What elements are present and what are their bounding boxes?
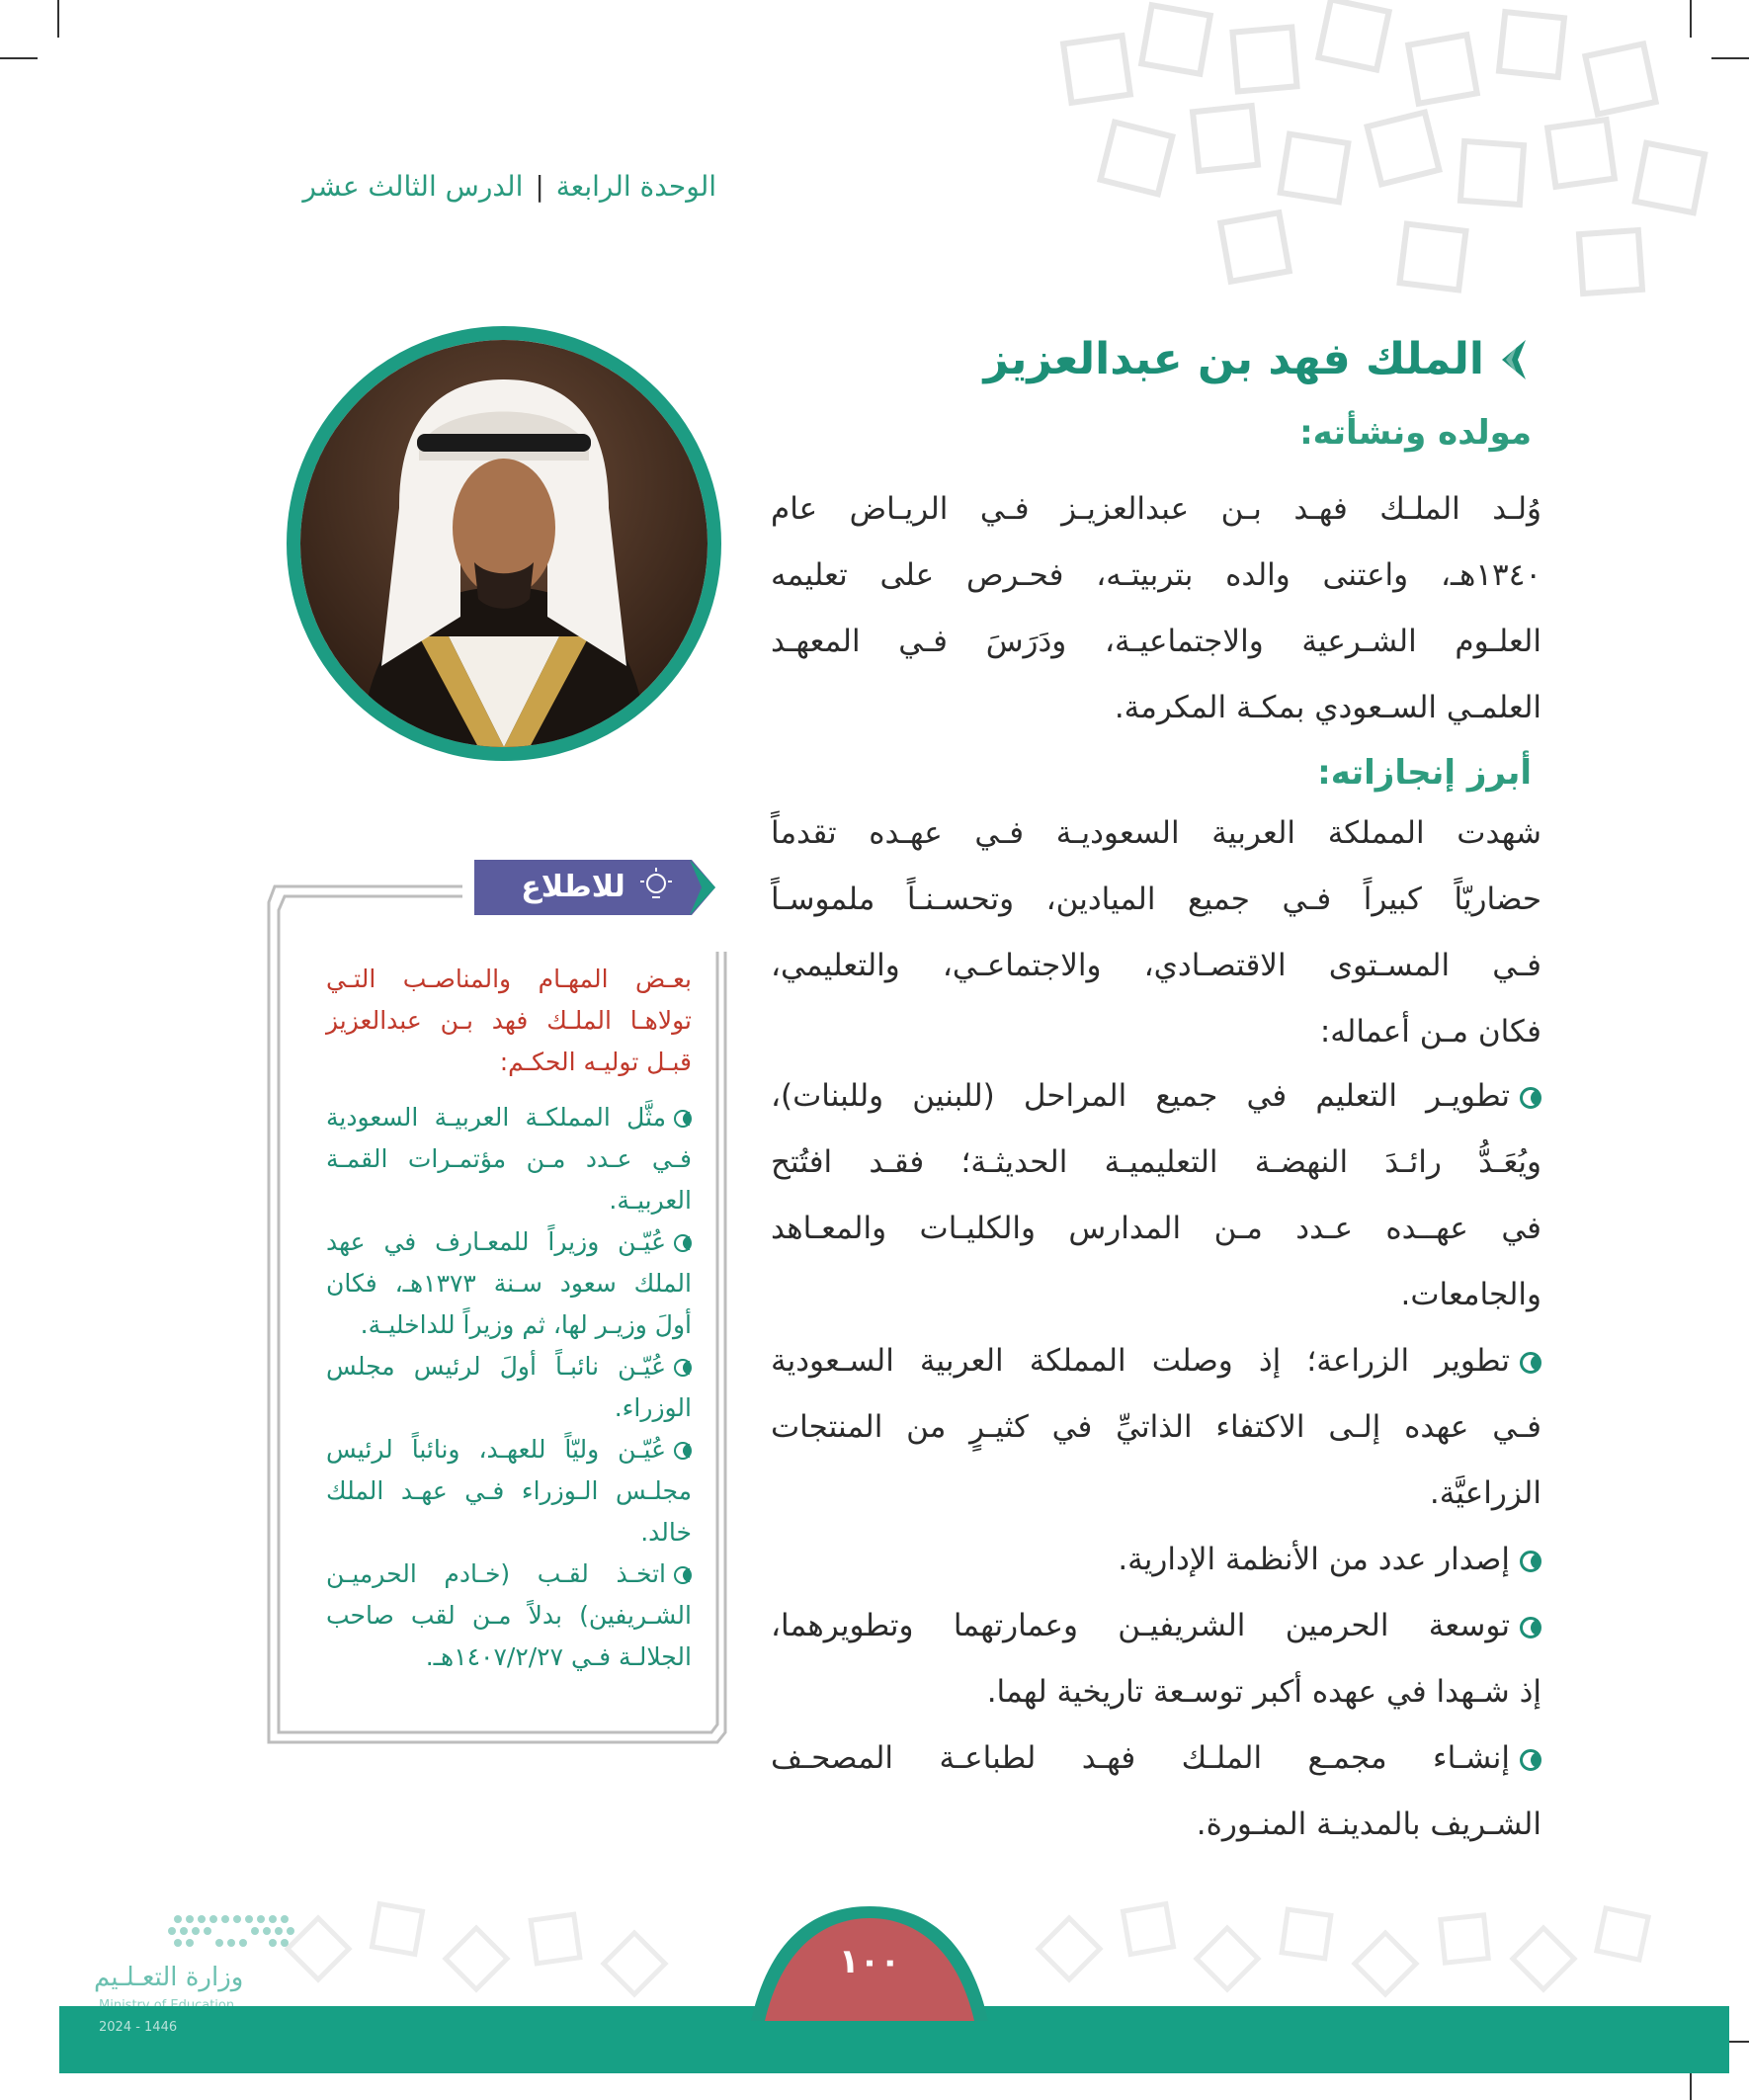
text-line: مجلـس الـوزراء فـي عهـد الملك	[326, 1476, 692, 1505]
text-line: حضاريّاً كبيراً فـي جميع الميادين، وتحسـنـاً ملموسـاً	[771, 882, 1541, 917]
birth-heading: مولده ونشأته:	[1299, 413, 1532, 453]
list-item: تطويـر التعليم في جميع المراحل (للبنين وللبنات)،	[771, 1063, 1541, 1130]
title-row	[983, 334, 1532, 384]
text-line: فـي المسـتوى الاقتصـادي، والاجتماعـي، والتعليمي،	[771, 948, 1541, 983]
sidebox-tag-label: للاطلاع	[521, 870, 625, 904]
list-item: تطوير الزراعة؛ إذ وصلت المملكة العربية السـعودية	[771, 1328, 1541, 1394]
portrait-image	[287, 326, 721, 761]
list-item: مثَّل المملكـة العربيـة السعودية	[326, 1097, 692, 1138]
list-item: إنشـاء مجمـع الملـك فهـد لطباعـة المصحـف	[771, 1725, 1541, 1792]
lesson-label: الدرس الثالث عشر	[302, 170, 524, 203]
sidebox-intro	[326, 959, 692, 1083]
bullet-icon	[674, 1110, 692, 1128]
text-line: تولاهـا الملـك فهد بـن عبدالعزيز	[326, 1006, 692, 1035]
text-line: أولَ وزيـر لها، ثم وزيراً للداخليـة.	[360, 1310, 692, 1339]
text-line: خالد.	[640, 1518, 692, 1547]
text-line: وُلـد الملـك فهـد بـن عبدالعزيـز فـي الريـاض عام	[771, 491, 1541, 527]
bullet-icon	[674, 1359, 692, 1377]
list-item: عُيّـن وزيراً للمعـارف في عهد	[326, 1221, 692, 1263]
text-line: العربيـة.	[609, 1186, 692, 1215]
text-line: الوزراء.	[614, 1393, 692, 1422]
text-line: الشـريف بالمدينـة المنـورة.	[1196, 1806, 1541, 1842]
text-line: العلـوم الشـرعية والاجتماعيـة، ودَرَسَ فـي المعهـد	[771, 624, 1541, 659]
text-line: الجلالـة فـي ١٤٠٧/٢/٢٧هـ.	[425, 1642, 692, 1671]
page-title: الملك فهد بن عبدالعزيز	[983, 334, 1484, 384]
achievements-list	[771, 1063, 1541, 1858]
bullet-icon	[1520, 1749, 1541, 1771]
text-line: شهدت المملكة العربية السعوديـة فـي عهـده تقدماً	[771, 815, 1541, 851]
text-line: العلمـي السـعودي بمكـة المكرمة.	[1114, 690, 1541, 725]
text-line: فكان مـن أعماله:	[1319, 1014, 1541, 1050]
unit-label: الوحدة الرابعة	[555, 170, 716, 203]
text-line: فـي عـدد مـن مؤتمـرات القمـة	[326, 1144, 692, 1173]
text-line: ١٣٤٠هـ، واعتنى والده بتربيتـه، فحـرص على تعليمه	[771, 557, 1541, 593]
text-line: الزراعيَّة.	[1429, 1475, 1541, 1511]
list-item: توسعة الحرمين الشريفيـن وعمارتهما وتطويرهما،	[771, 1593, 1541, 1659]
bullet-icon	[674, 1234, 692, 1252]
chevron-left-icon	[1496, 338, 1532, 381]
edition-year: 2024 - 1446	[99, 2020, 178, 2035]
text-line: في عهــده عـدد مـن المدارس والكليـات والمعـاهد	[771, 1211, 1541, 1246]
bullet-icon	[674, 1566, 692, 1584]
crop-mark	[0, 57, 38, 59]
achievements-intro	[771, 800, 1541, 1065]
ministry-name-arabic: وزارة التعـلـيم	[94, 1963, 244, 1992]
bullet-icon	[1520, 1087, 1541, 1109]
text-line: فـي عهده إلـى الاكتفاء الذاتيِّ في كثيـرٍ من المنتجات	[771, 1409, 1541, 1445]
text-line: والجامعات.	[1400, 1277, 1541, 1312]
bullet-icon	[1520, 1551, 1541, 1572]
portrait-illustration	[300, 340, 708, 747]
achievements-heading: أبرز إنجازاته:	[1317, 753, 1532, 793]
bullet-icon	[1520, 1352, 1541, 1374]
text-line: إذ شـهدا في عهده أكبر توسـعة تاريخية لهما.	[986, 1674, 1541, 1710]
list-item: عُيّـن وليّاً للعهـد، ونائباً لرئيس	[326, 1429, 692, 1470]
text-line: قبـل توليـه الحكـم:	[499, 1048, 692, 1076]
text-line: ويُعَـدُّ رائـدَ النهضـة التعليميـة الحديثـة؛ فقـد افتُتح	[771, 1144, 1541, 1180]
text-line: الشـريفين) بدلاً مـن لقب صاحب	[326, 1601, 692, 1630]
birth-paragraph	[771, 476, 1541, 741]
list-item: عُيّـن نائبـاً أولَ لرئيس مجلس	[326, 1346, 692, 1387]
decorative-pattern	[988, 0, 1749, 316]
running-header	[302, 170, 716, 203]
crop-mark	[57, 0, 59, 38]
bullet-icon	[674, 1442, 692, 1460]
page-number: ١٠٠	[838, 1942, 901, 1981]
list-item: إصدار عدد من الأنظمة الإدارية.	[771, 1527, 1541, 1593]
bullet-icon	[1520, 1617, 1541, 1638]
text-line: بعـض المهـام والمناصـب التـي	[326, 965, 692, 993]
list-item: اتخـذ لقـب (خـادم الحرميـن	[326, 1554, 692, 1595]
sidebox-list	[326, 1097, 692, 1678]
text-line: الملك سعود سـنة ١٣٧٣هـ، فكان	[326, 1269, 692, 1298]
header-separator: |	[535, 170, 544, 203]
